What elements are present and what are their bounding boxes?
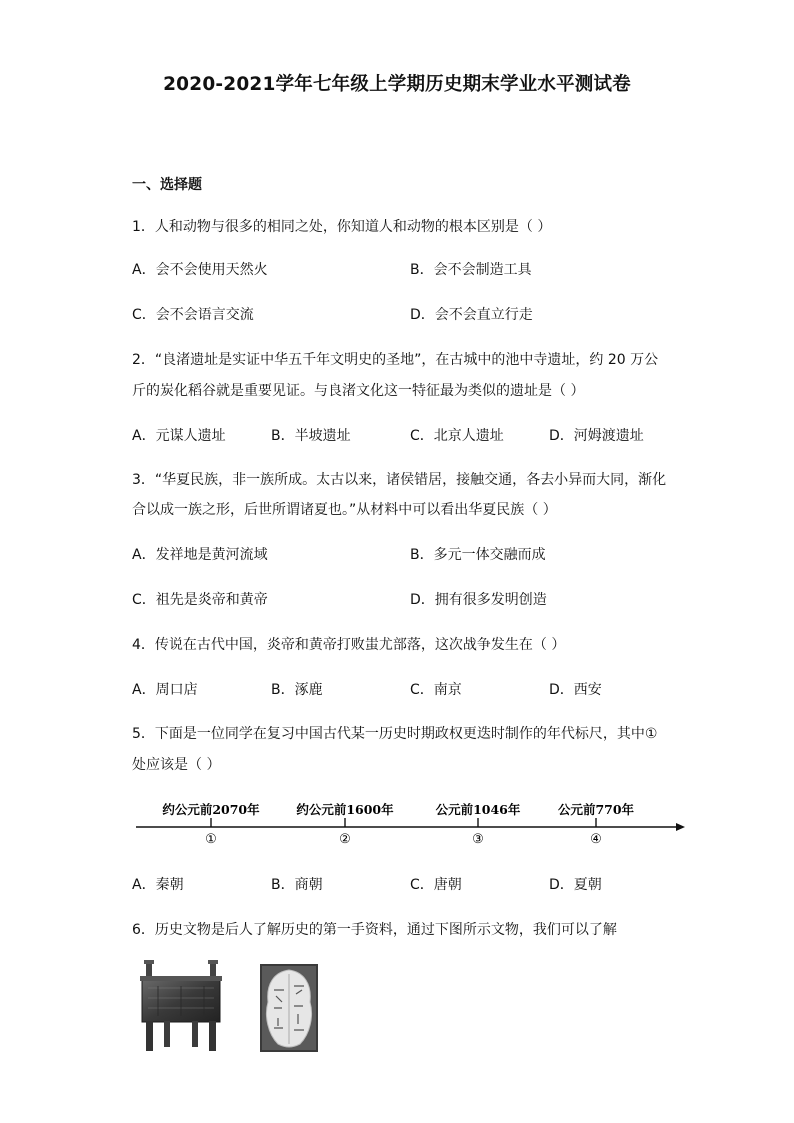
timeline-label-4: 公元前770年 [557, 802, 635, 817]
q3-option-a[interactable]: A．发祥地是黄河流域 [132, 547, 268, 563]
q1-option-b[interactable]: B．会不会制造工具 [410, 262, 532, 278]
question-2-stem-line-1: 2．“良渚遗址是实证中华五千年文明史的圣地”，在古城中的池中寺遗址，约 20 万公 [132, 352, 659, 368]
q1-option-d[interactable]: D．会不会直立行走 [410, 307, 533, 323]
q4-option-a[interactable]: A．周口店 [132, 682, 198, 698]
q4-option-c[interactable]: C．南京 [410, 682, 462, 698]
question-1-stem: 1．人和动物与很多的相同之处，你知道人和动物的根本区别是（ ） [132, 219, 552, 235]
page-title: 2020-2021学年七年级上学期历史期末学业水平测试卷 [163, 74, 631, 95]
q1-option-a[interactable]: A．会不会使用天然火 [132, 262, 268, 278]
q2-option-b[interactable]: B．半坡遗址 [271, 428, 351, 444]
q4-option-b[interactable]: B．涿鹿 [271, 682, 323, 698]
q4-option-d[interactable]: D．西安 [549, 682, 602, 698]
q3-option-d[interactable]: D．拥有很多发明创造 [410, 592, 547, 608]
timeline-mark-2: ② [339, 832, 351, 847]
timeline-label-2: 约公元前1600年 [296, 802, 394, 817]
question-4-stem: 4．传说在古代中国，炎帝和黄帝打败蚩尤部落，这次战争发生在（ ） [132, 637, 566, 653]
question-5-stem-line-1: 5．下面是一位同学在复习中国古代某一历史时期政权更迭时制作的年代标尺，其中① [132, 726, 658, 742]
timeline-ruler [132, 790, 692, 850]
timeline-mark-1: ① [205, 832, 217, 847]
question-6-stem: 6．历史文物是后人了解历史的第一手资料，通过下图所示文物，我们可以了解 [132, 922, 617, 938]
timeline-mark-3: ③ [472, 832, 484, 847]
question-2-stem-line-2: 斤的炭化稻谷就是重要见证。与良渚文化这一特征最为类似的遗址是（ ） [132, 383, 585, 399]
q5-option-a[interactable]: A．秦朝 [132, 877, 184, 893]
q5-option-c[interactable]: C．唐朝 [410, 877, 462, 893]
timeline-arrow-icon [676, 823, 685, 831]
q5-option-d[interactable]: D．夏朝 [549, 877, 602, 893]
timeline-mark-4: ④ [590, 832, 602, 847]
question-5-stem-line-2: 处应该是（ ） [132, 757, 221, 773]
timeline-label-1: 约公元前2070年 [162, 802, 260, 817]
q1-option-c[interactable]: C．会不会语言交流 [132, 307, 254, 323]
q5-option-b[interactable]: B．商朝 [271, 877, 323, 893]
q3-option-c[interactable]: C．祖先是炎帝和黄帝 [132, 592, 268, 608]
timeline-label-3: 公元前1046年 [435, 802, 521, 817]
q3-option-b[interactable]: B．多元一体交融而成 [410, 547, 546, 563]
q2-option-a[interactable]: A．元谋人遗址 [132, 428, 226, 444]
q2-option-c[interactable]: C．北京人遗址 [410, 428, 504, 444]
section-heading: 一、选择题 [132, 177, 202, 193]
question-3-stem-line-1: 3．“华夏民族，非一族所成。太古以来，诸侯错居，接触交通，各去小异而大同，渐化 [132, 472, 667, 488]
question-3-stem-line-2: 合以成一族之形，后世所谓诸夏也。”从材料中可以看出华夏民族（ ） [132, 502, 557, 518]
bronze-ding-image [138, 958, 224, 1054]
oracle-bone-image [260, 964, 318, 1052]
q2-option-d[interactable]: D．河姆渡遗址 [549, 428, 644, 444]
